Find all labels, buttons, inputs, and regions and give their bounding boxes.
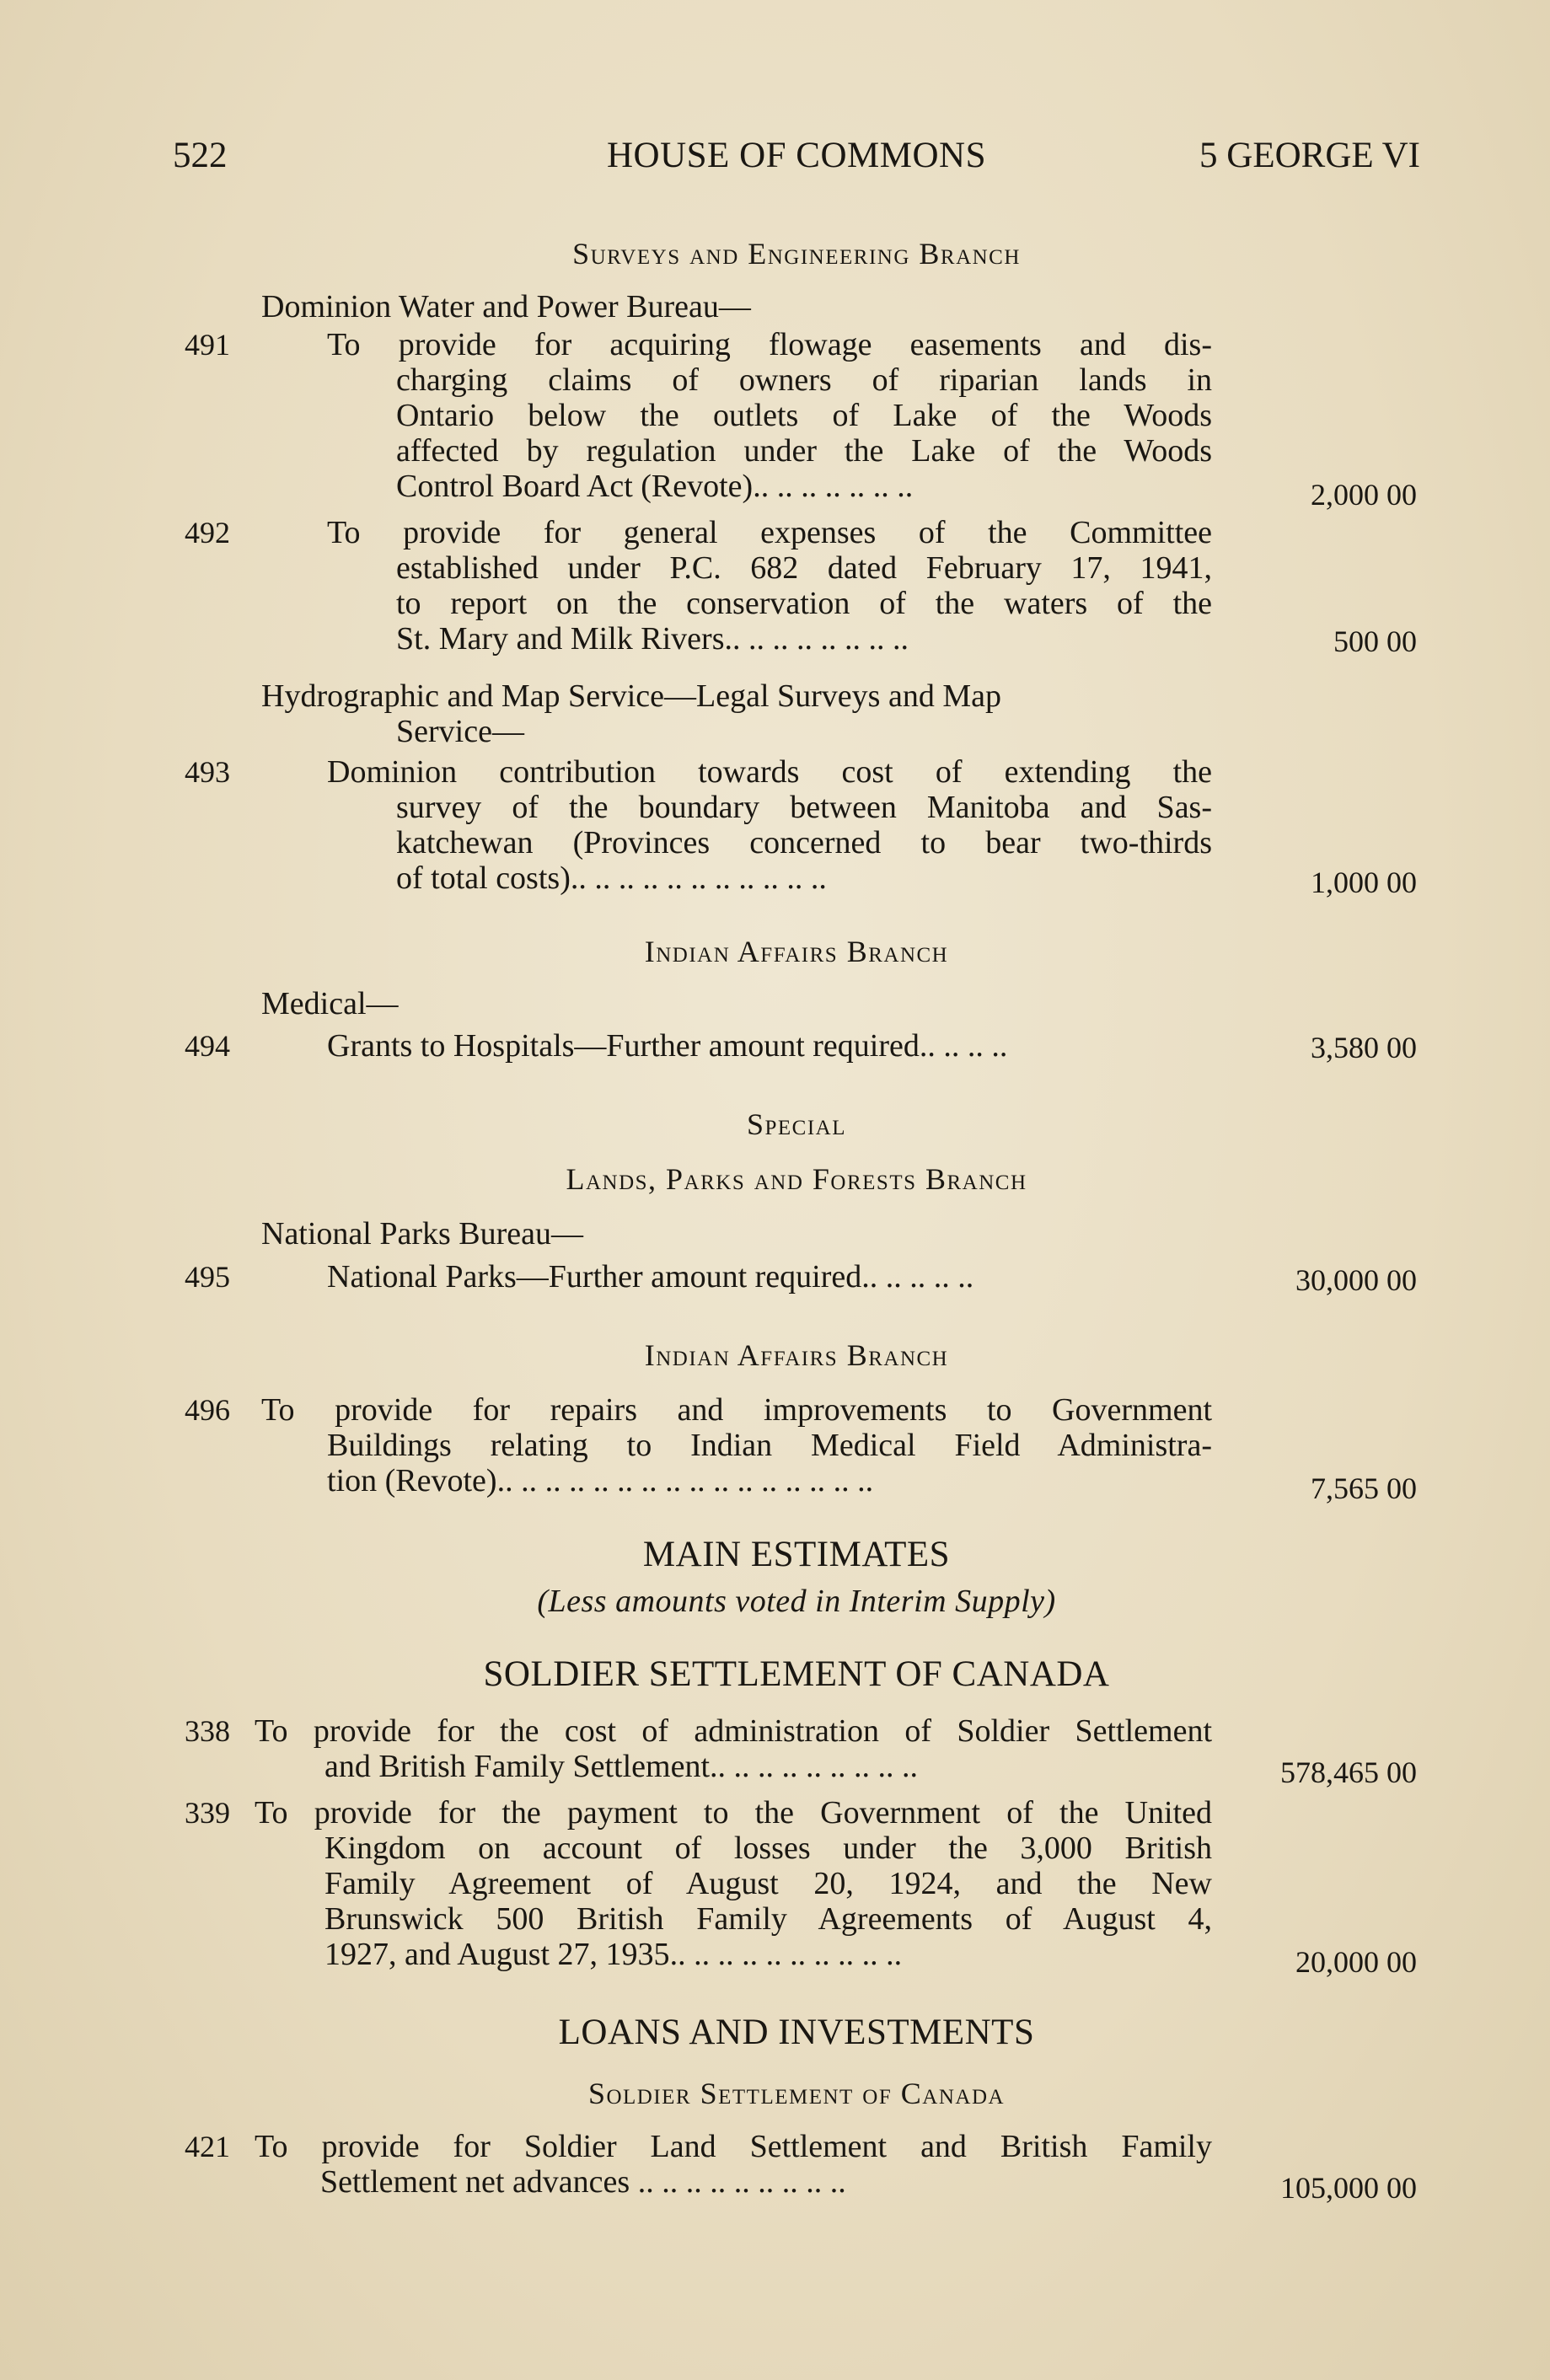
loans-investments-heading: LOANS AND INVESTMENTS — [558, 2013, 1035, 2052]
item-number: 338 — [185, 1714, 230, 1748]
item-text: To provide for repairs and improvements to Government Buildings relating to Indian Medical Field Administra- tion (Revote).. .. .. .. .. .. .. .. .. .. .. .. .. .. .. .. — [261, 1392, 1212, 1498]
item-text: National Parks—Further amount required.. .. .. .. .. — [327, 1259, 974, 1295]
item-text: To provide for the payment to the Government of the United Kingdom on account of losses under the 3,000 British Family Agreement of August 20, 1924, and the New Brunswick 500 British Family Agreements of August 4, 1927, and August 27, 1935.. .. .. .. .. .. .. .. .. .. — [255, 1795, 1212, 1972]
item-number: 492 — [185, 516, 230, 549]
item-number: 494 — [185, 1029, 230, 1063]
soldier-settlement-heading: SOLDIER SETTLEMENT OF CANADA — [483, 1654, 1110, 1694]
section-heading-surveys: Surveys and Engineering Branch — [572, 237, 1021, 271]
page-header — [173, 135, 1420, 185]
item-text: Grants to Hospitals—Further amount required.. .. .. .. — [327, 1028, 1008, 1064]
item-amount: 105,000 00 — [1280, 2171, 1417, 2205]
item-amount: 7,565 00 — [1311, 1471, 1417, 1505]
item-text: To provide for Soldier Land Settlement and British Family Settlement net advances .. .. .. .. .. .. .. .. .. — [255, 2129, 1212, 2200]
item-amount: 20,000 00 — [1295, 1945, 1417, 1979]
section-heading-indian-affairs-2: Indian Affairs Branch — [644, 1338, 949, 1372]
item-text: To provide for the cost of administration of Soldier Settlement and British Family Settlement.. .. .. .. .. .. .. .. .. — [255, 1713, 1212, 1784]
item-amount: 30,000 00 — [1295, 1263, 1417, 1297]
subheading-national-parks: National Parks Bureau— — [261, 1216, 584, 1252]
subheading-medical: Medical— — [261, 986, 399, 1021]
section-heading-lands-parks: Lands, Parks and Forests Branch — [566, 1162, 1027, 1196]
item-text: To provide for acquiring flowage easements and dis- charging claims of owners of riparian lands in Ontario below the outlets of Lake of the Woods affected by regulation under the Lake of the Woods Control Board Act (Revote).. .. .. .. .. .. .. — [327, 327, 1212, 504]
item-number: 491 — [185, 328, 230, 362]
item-number: 421 — [185, 2130, 230, 2163]
item-text: Dominion contribution towards cost of extending the survey of the boundary between Manitoba and Sas- katchewan (Provinces concerned to bear two-thirds of total costs).. .. .. .. .. .. .. .. .. .. .. — [327, 754, 1212, 896]
item-amount: 500 00 — [1333, 624, 1417, 658]
page-number: 522 — [173, 136, 228, 175]
item-amount: 2,000 00 — [1311, 478, 1417, 512]
page-title: HOUSE OF COMMONS — [606, 136, 987, 175]
section-heading-special: Special — [746, 1107, 847, 1141]
item-number: 339 — [185, 1796, 230, 1830]
main-estimates-heading: MAIN ESTIMATES — [642, 1535, 951, 1574]
item-number: 496 — [185, 1393, 230, 1427]
subheading-hydrographic: Hydrographic and Map Service—Legal Surveys and Map Service— — [261, 678, 1001, 749]
item-amount: 578,465 00 — [1280, 1756, 1417, 1789]
subheading-water-power: Dominion Water and Power Bureau— — [261, 289, 751, 324]
item-text: To provide for general expenses of the Committee established under P.C. 682 dated February 17, 1941, to report on the conservation of the waters of the St. Mary and Milk Rivers.. .. .. .. .. .. .. .. — [327, 515, 1212, 657]
item-number: 495 — [185, 1260, 230, 1294]
soldier-settlement-subheading: Soldier Settlement of Canada — [587, 2077, 1006, 2110]
item-amount: 1,000 00 — [1311, 866, 1417, 899]
section-heading-indian-affairs: Indian Affairs Branch — [644, 935, 949, 968]
regnal-year: 5 GEORGE VI — [1199, 136, 1420, 175]
item-amount: 3,580 00 — [1311, 1031, 1417, 1064]
main-estimates-note: (Less amounts voted in Interim Supply) — [537, 1584, 1056, 1619]
item-number: 493 — [185, 755, 230, 789]
